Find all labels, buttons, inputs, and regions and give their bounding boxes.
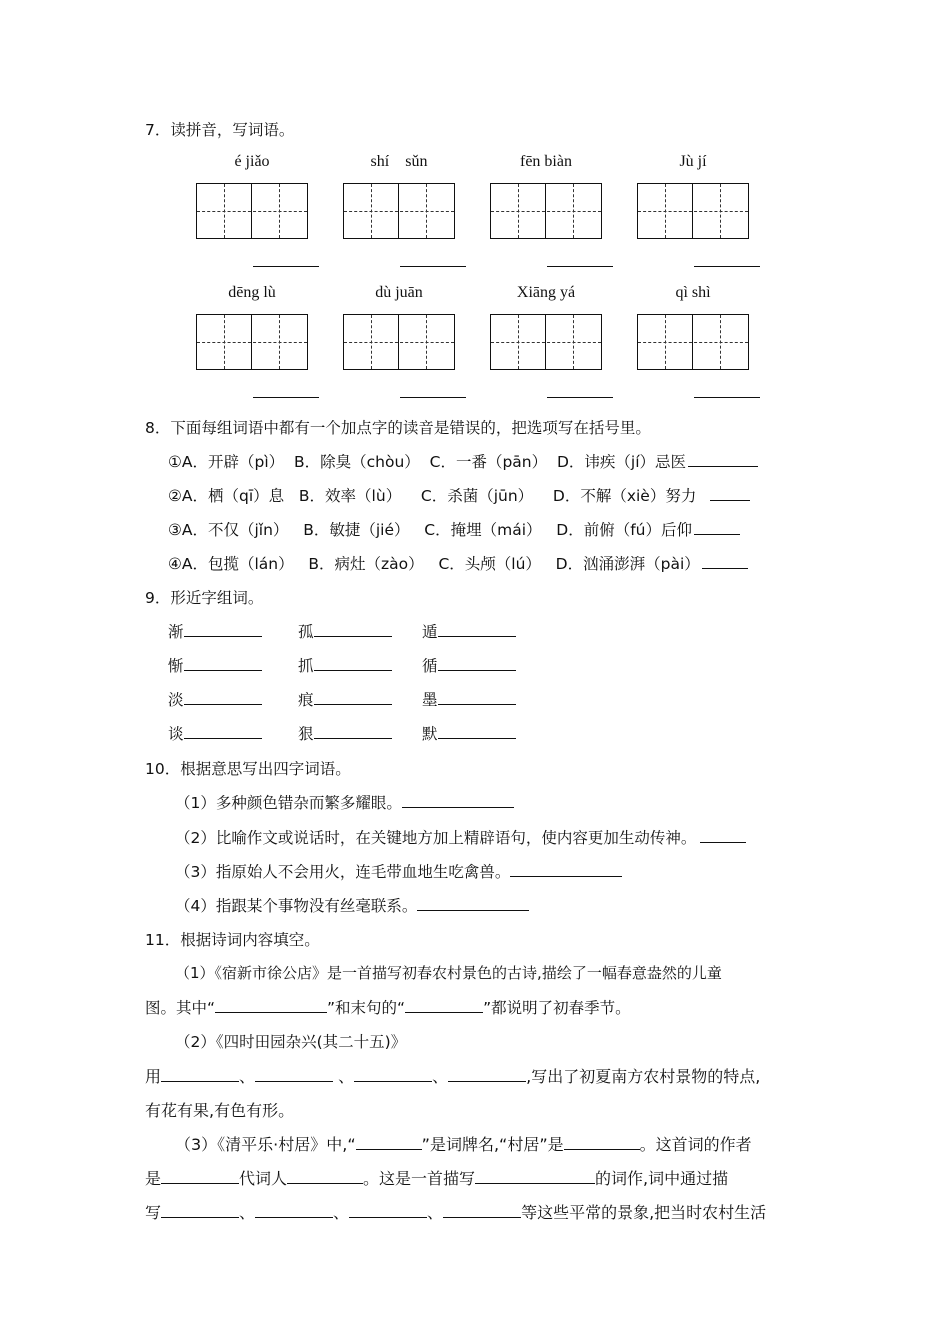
answer-blank[interactable] [438,723,516,739]
char: 墨 [422,691,438,709]
q11-text: 、 [427,1203,444,1222]
q11-title: 11．根据诗词内容填空。 [145,931,320,949]
q10-item-text: （2）比喻作文或说话时，在关键地方加上精辟语句，使内容更加生动传神。 [175,829,697,847]
char: 循 [422,657,438,675]
q11-text: ”是词牌名,“村居”是 [421,1135,564,1154]
q10-item-text: （4）指跟某个事物没有丝毫联系。 [175,897,418,915]
q8-item [168,518,740,540]
q11-p3-line2 [145,1166,728,1189]
q11-text: ,写出了初夏南方农村景物的特点, [526,1067,761,1086]
q8-title: 8．下面每组词语中都有一个加点字的读音是错误的，把选项写在括号里。 [145,419,651,437]
answer-line[interactable] [253,397,319,398]
char: 谈 [168,725,184,743]
char: 抓 [298,657,314,675]
char: 惭 [168,657,184,675]
q11-text: 。这首词的作者 [639,1135,752,1154]
answer-blank[interactable] [215,997,327,1013]
q11-text: 是 [145,1169,162,1188]
q11-text: （1）《宿新市徐公店》是一首描写初春农村景色的古诗,描绘了一幅春意盎然的儿童 [175,964,722,982]
char-item [422,722,516,744]
q11-p2-line2: 有花有果,有色有形。 [145,1101,295,1120]
tianzige-box[interactable] [343,314,455,370]
char-item [298,620,392,642]
answer-line[interactable] [253,266,319,267]
q11-text: 图。其中“ [145,999,216,1017]
q11-p3-line1 [175,1132,752,1155]
char-item [168,722,262,744]
answer-blank[interactable] [161,1202,239,1218]
q8-item-text: ④A．包揽（lán） B．病灶（zào） C．头颅（lú） D．汹涌澎湃（pài） [168,555,700,573]
answer-line[interactable] [400,397,466,398]
char: 遁 [422,623,438,641]
answer-blank[interactable] [161,1066,239,1082]
q11-p1-line2 [145,996,631,1018]
pinyin-label: Jù jí [679,153,707,170]
answer-line[interactable] [694,397,760,398]
answer-blank[interactable] [287,1168,363,1184]
answer-blank[interactable] [438,689,516,705]
char-item [168,688,262,710]
q10-item-text: （1）多种颜色错杂而繁多耀眼。 [175,794,402,812]
q11-text: 代词人 [239,1169,288,1188]
pinyin-label: qì shì [675,284,711,301]
answer-blank[interactable] [405,997,483,1013]
q8-item [168,484,750,506]
q11-p3-line3 [145,1200,766,1223]
answer-line[interactable] [400,266,466,267]
q10-item [175,894,529,916]
answer-blank[interactable] [702,553,748,569]
answer-line[interactable] [547,397,613,398]
char: 狠 [298,725,314,743]
q11-p2-line1 [145,1064,760,1087]
tianzige-box[interactable] [490,314,602,370]
q10-item [175,826,746,848]
char: 淡 [168,691,184,709]
pinyin-label: shí sǔn [370,153,428,170]
q10-title: 10．根据意思写出四字词语。 [145,760,351,778]
q11-text: 用 [145,1067,162,1086]
answer-blank[interactable] [510,861,622,877]
pinyin-label: dù juān [375,284,423,301]
q11-text: 写 [145,1203,162,1222]
q10-item [175,791,514,813]
answer-blank[interactable] [417,895,529,911]
answer-blank[interactable] [443,1202,521,1218]
answer-line[interactable] [547,266,613,267]
char-item [422,688,516,710]
char-item [168,620,262,642]
q8-item-text: ③A．不仅（jǐn） B．敏捷（jié） C．掩埋（mái） D．前俯（fú）后仰 [168,521,693,539]
char: 痕 [298,691,314,709]
answer-blank[interactable] [161,1168,239,1184]
answer-blank[interactable] [354,1066,432,1082]
char-item [422,620,516,642]
answer-blank[interactable] [356,1134,422,1150]
q11-text: ”都说明了初春季节。 [483,999,631,1017]
answer-line[interactable] [694,266,760,267]
char: 默 [422,725,438,743]
answer-blank[interactable] [710,485,750,501]
answer-blank[interactable] [688,451,758,467]
char-item [168,654,262,676]
q7-title: 7．读拼音，写词语。 [145,121,295,139]
q8-item [168,552,748,574]
q11-text: 、 [239,1203,256,1222]
q11-text: 。这是一首描写 [363,1169,476,1188]
answer-blank[interactable] [700,827,746,843]
tianzige-box[interactable] [196,314,308,370]
tianzige-box[interactable] [637,183,749,239]
q11-text: 、 [432,1067,449,1086]
tianzige-box[interactable] [343,183,455,239]
q8-item-text: ②A．栖（qī）息 B．效率（lù） C．杀菌（jūn） D．不解（xiè）努力 [168,487,697,505]
q11-p2-title: （2）《四时田园杂兴(其二十五)》 [175,1033,407,1051]
tianzige-box[interactable] [637,314,749,370]
char-item [298,722,392,744]
pinyin-label: Xiāng yá [516,284,576,301]
pinyin-label: dēng lù [228,284,276,301]
answer-blank[interactable] [438,655,516,671]
answer-blank[interactable] [448,1066,526,1082]
answer-blank[interactable] [694,519,740,535]
answer-blank[interactable] [438,621,516,637]
answer-blank[interactable] [314,655,392,671]
q11-text: 、 [333,1203,350,1222]
q11-text: 等这些平常的景象,把当时农村生活 [521,1203,767,1222]
pinyin-label: é jiǎo [234,153,270,170]
char-item [298,688,392,710]
pinyin-label: fēn biàn [520,153,572,170]
answer-blank[interactable] [184,689,262,705]
answer-blank[interactable] [475,1168,595,1184]
answer-blank[interactable] [314,723,392,739]
q8-item [168,450,758,472]
q11-text: （3）《清平乐·村居》中,“ [175,1135,356,1154]
q8-item-text: ①A．开辟（pì） B．除臭（chòu） C．一番（pān） D．讳疾（jí）忌医 [168,453,687,471]
answer-blank[interactable] [255,1066,333,1082]
q11-text: 、 [338,1067,355,1086]
q11-p1-line1 [175,962,722,983]
q11-text: ”和末句的“ [327,999,406,1017]
q10-item-text: （3）指原始人不会用火，连毛带血地生吃禽兽。 [175,863,511,881]
answer-blank[interactable] [184,723,262,739]
answer-blank[interactable] [402,792,514,808]
char-item [298,654,392,676]
answer-blank[interactable] [314,689,392,705]
char: 渐 [168,623,184,641]
answer-blank[interactable] [349,1202,427,1218]
q9-title: 9．形近字组词。 [145,589,264,607]
tianzige-box[interactable] [196,183,308,239]
answer-blank[interactable] [184,655,262,671]
answer-blank[interactable] [314,621,392,637]
answer-blank[interactable] [184,621,262,637]
q11-text: 的词作,词中通过描 [595,1169,729,1188]
q11-text: 、 [239,1067,256,1086]
q10-item [175,860,622,882]
char: 孤 [298,623,314,641]
char-item [422,654,516,676]
answer-blank[interactable] [564,1134,640,1150]
answer-blank[interactable] [255,1202,333,1218]
tianzige-box[interactable] [490,183,602,239]
